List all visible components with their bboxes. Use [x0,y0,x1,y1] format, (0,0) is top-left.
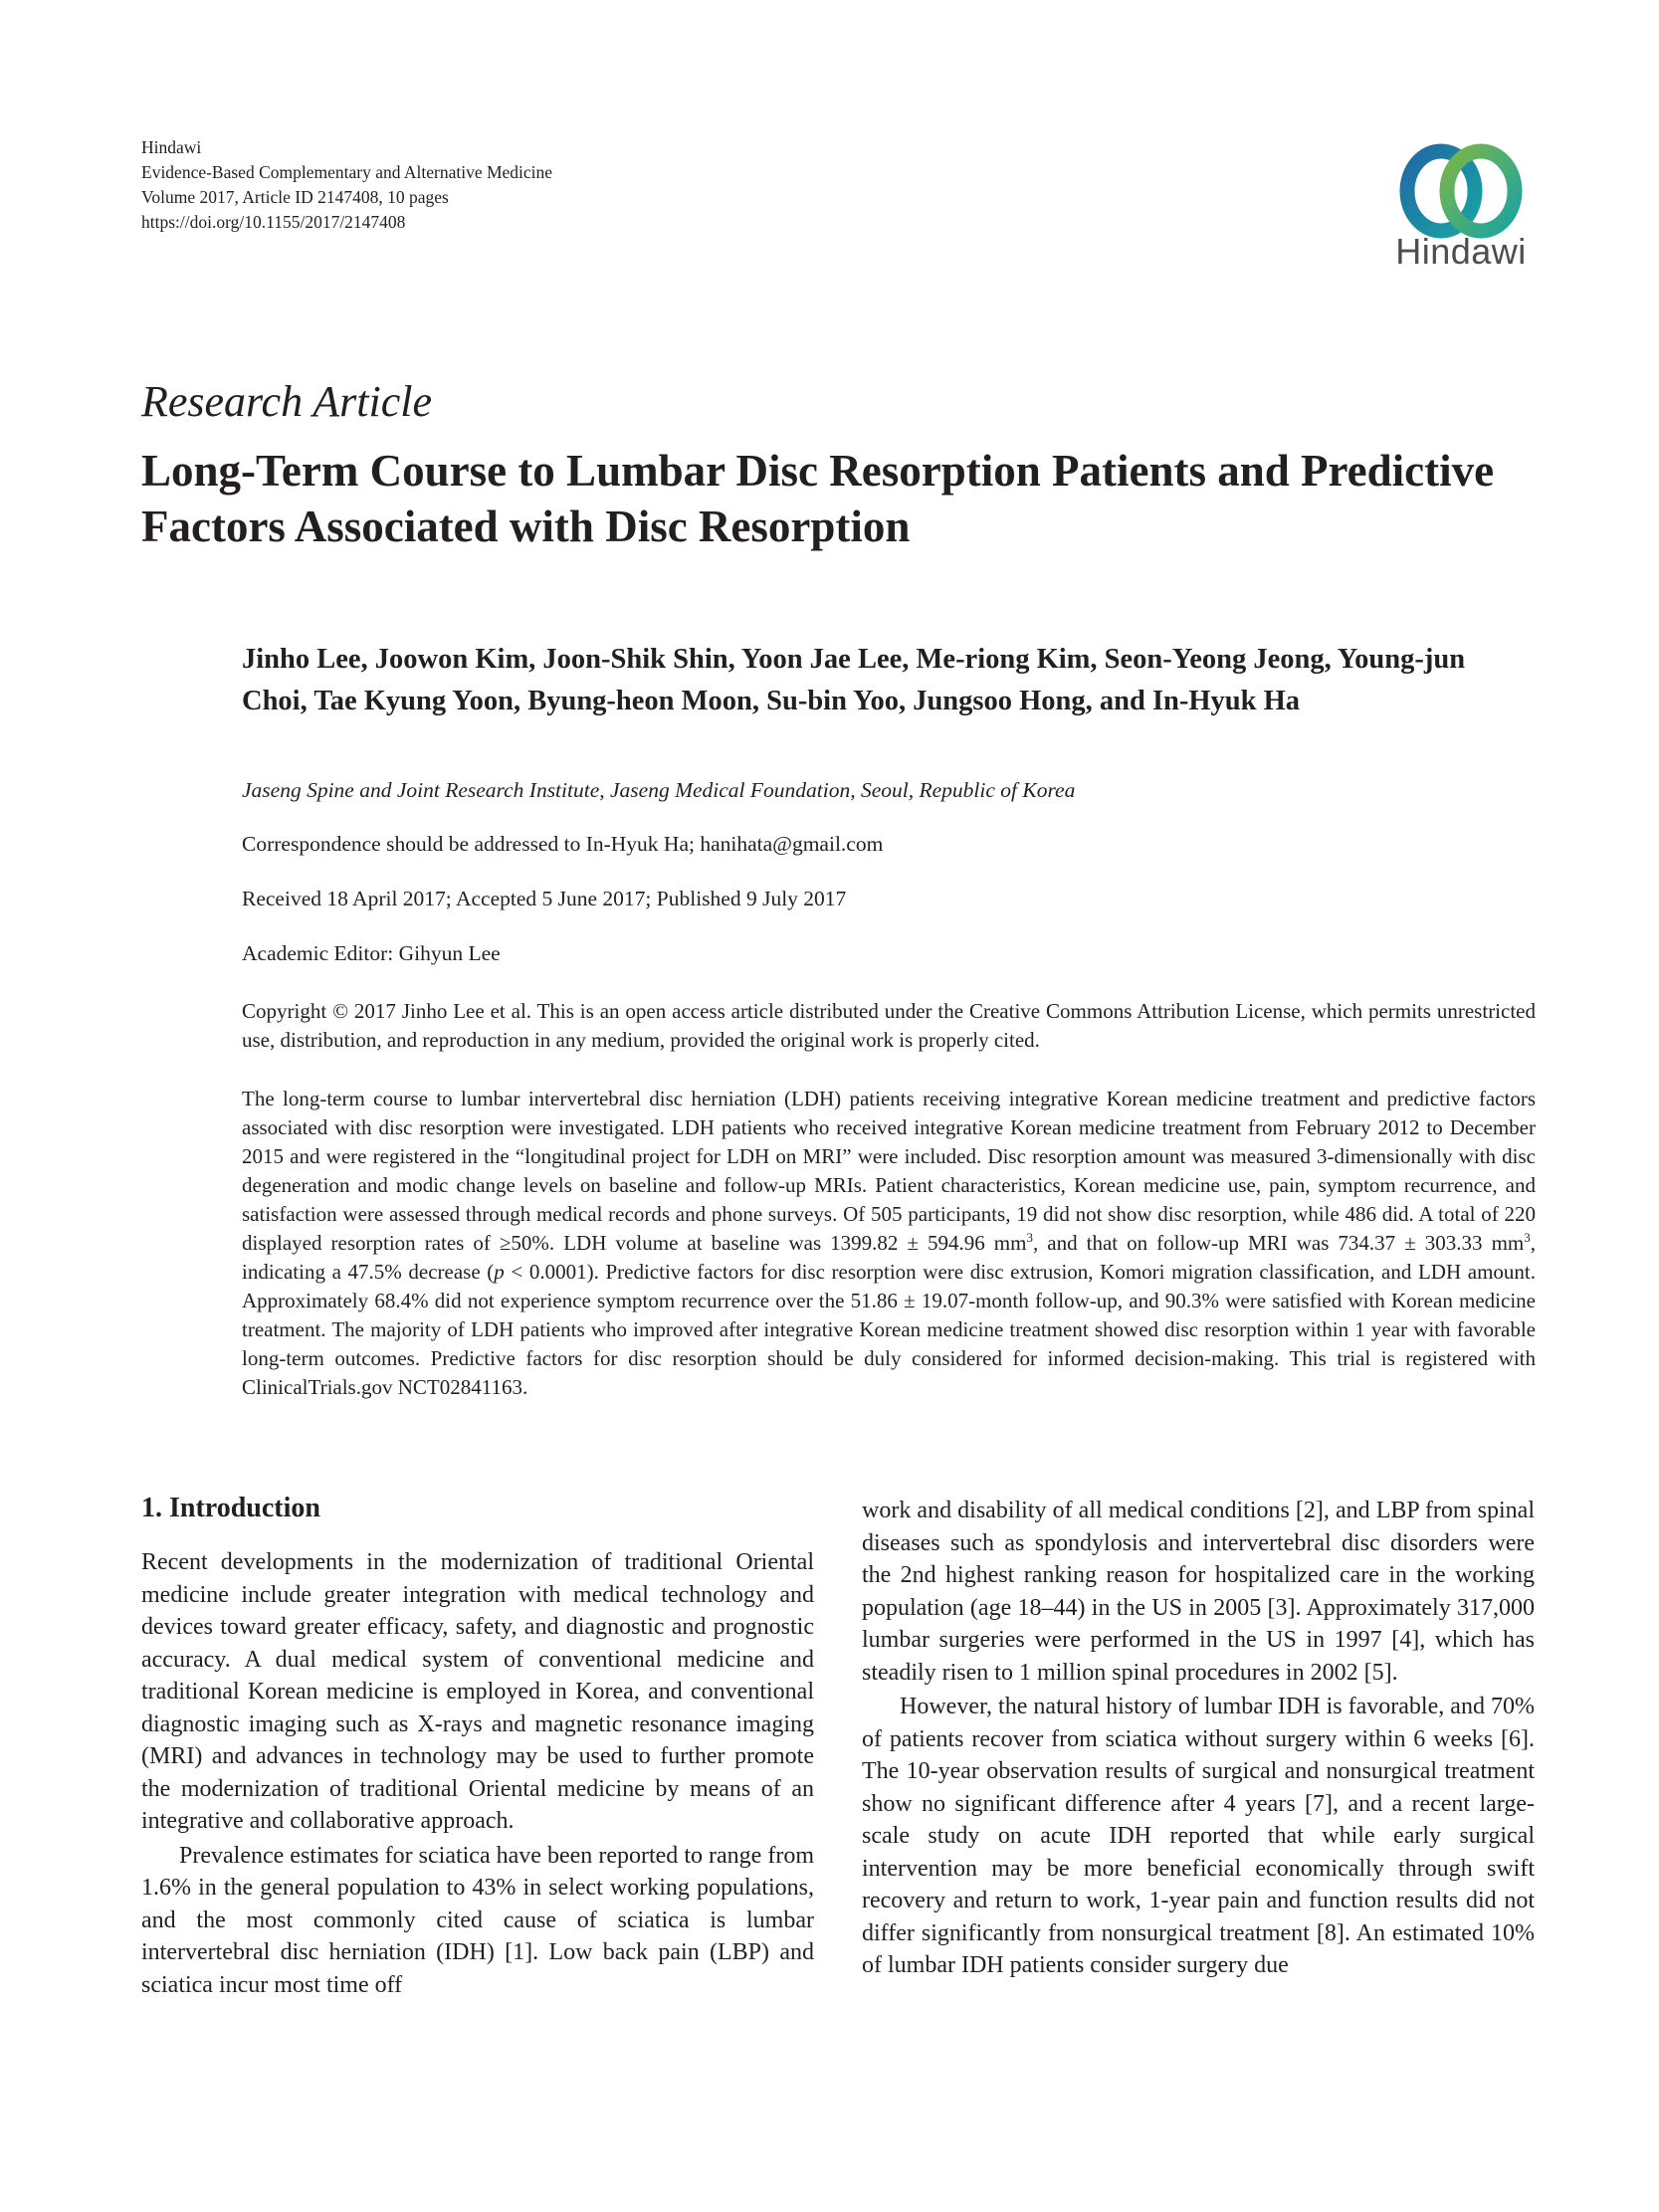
hindawi-logo [1386,139,1536,273]
correspondence: Correspondence should be addressed to In-Hyuk Ha; hanihata@gmail.com [242,832,884,856]
doi-link[interactable]: https://doi.org/10.1155/2017/2147408 [141,212,406,232]
paragraph: Recent developments in the modernization of traditional Oriental medicine include greater integration with medical technology and devices toward greater efficacy, safety, and diagnostic and prognostic accuracy. A dual medical system of conventional medicine and traditional Korean medicine is employed in Korea, and conventional diagnostic imaging such as X-rays and magnetic resonance imaging (MRI) and advances in technology may be used to further promote the modernization of traditional Oriental medicine by means of an integrative and collaborative approach. [141,1549,814,1834]
volume-info: Volume 2017, Article ID 2147408, 10 pages [141,187,449,207]
abstract: The long-term course to lumbar intervertebral disc herniation (LDH) patients receiving integrative Korean medicine treatment and predictive factors associated with disc resorption were investigated. LDH patients who received integrative Korean medicine treatment from February 2012 to December 2015 and were registered in the “longitudinal project for LDH on MRI” were included. Disc resorption amount was measured 3-dimensionally with disc degeneration and modic change levels on baseline and follow-up MRIs. Patient characteristics, Korean medicine use, pain, symptom recurrence, and satisfaction were assessed through medical records and phone surveys. Of 505 participants, 19 did not show disc resorption, while 486 did. A total of 220 displayed resorption rates of ≥50%. LDH volume at baseline was 1399.82 ± 594.96 $mm^3$, and that on follow-up MRI was 734.37 ± 303.33 $mm^3$, indicating a 47.5% decrease (p < 0.0001). Predictive factors for disc resorption were disc extrusion, Komori migration classification, and LDH amount. Approximately 68.4% did not experience symptom recurrence over the 51.86 ± 19.07-month follow-up, and 90.3% were satisfied with Korean medicine treatment. The majority of LDH patients who improved after integrative Korean medicine treatment showed disc resorption within 1 year with favorable long-term outcomes. Predictive factors for disc resorption should be duly considered for informed decision-making. This trial is registered with ClinicalTrials.gov NCT02841163. [242,1087,1536,1399]
journal-header [141,135,552,235]
section-heading-introduction: 1. Introduction [141,1493,320,1523]
article-title: Long-Term Course to Lumbar Disc Resorption Patients and Predictive Factors Associated with Disc Resorption [141,446,1495,551]
author-list: Jinho Lee, Joowon Kim, Joon-Shik Shin, Yoon Jae Lee, Me-riong Kim, Seon-Yeong Jeong, Young-jun Choi, Tae Kyung Yoon, Byung-heon Moon, Su-bin Yoo, Jungsoo Hong, and In-Hyuk Ha [242,644,1466,716]
publication-dates: Received 18 April 2017; Accepted 5 June 2017; Published 9 July 2017 [242,887,847,910]
logo-wordmark: Hindawi [1395,231,1527,272]
author-affiliation: Jaseng Spine and Joint Research Institute, Jaseng Medical Foundation, Seoul, Republic of Korea [242,778,1076,802]
journal-name: Evidence-Based Complementary and Alternative Medicine [141,162,553,182]
body-column-right [862,1495,1535,1982]
paragraph: work and disability of all medical conditions [2], and LBP from spinal diseases such as spondylosis and intervertebral disc disorders were the 2nd highest ranking reason for hospitalized care in the working population (age 18–44) in the US in 2005 [3]. Approximately 317,000 lumbar surgeries were performed in the US in 1997 [4], which has steadily risen to 1 million spinal procedures in 2002 [5]. [862,1498,1535,1686]
academic-editor: Academic Editor: Gihyun Lee [242,941,501,965]
publisher-name: Hindawi [141,137,202,157]
paragraph: However, the natural history of lumbar IDH is favorable, and 70% of patients recover from sciatica without surgery within 6 weeks [6]. The 10-year observation results of surgical and nonsurgical treatment show no significant difference after 4 years [7], and a recent large-scale study on acute IDH reported that while early surgical intervention may be more beneficial economically through swift recovery and return to work, 1-year pain and function results did not differ significantly from nonsurgical treatment [8]. An estimated 10% of lumbar IDH patients consider surgery due [862,1694,1535,1978]
copyright-notice: Copyright © 2017 Jinho Lee et al. This is an open access article distributed under the Creative Commons Attribution License, which permits unrestricted use, distribution, and reproduction in any medium, provided the original work is properly cited. [242,999,1536,1052]
paragraph: Prevalence estimates for sciatica have been reported to range from 1.6% in the general population to 43% in select working populations, and the most commonly cited cause of sciatica is lumbar intervertebral disc herniation (IDH) [1]. Low back pain (LBP) and sciatica incur most time off [141,1842,814,1998]
article-type: Research Article [141,377,433,426]
body-column-left [141,1546,814,2001]
